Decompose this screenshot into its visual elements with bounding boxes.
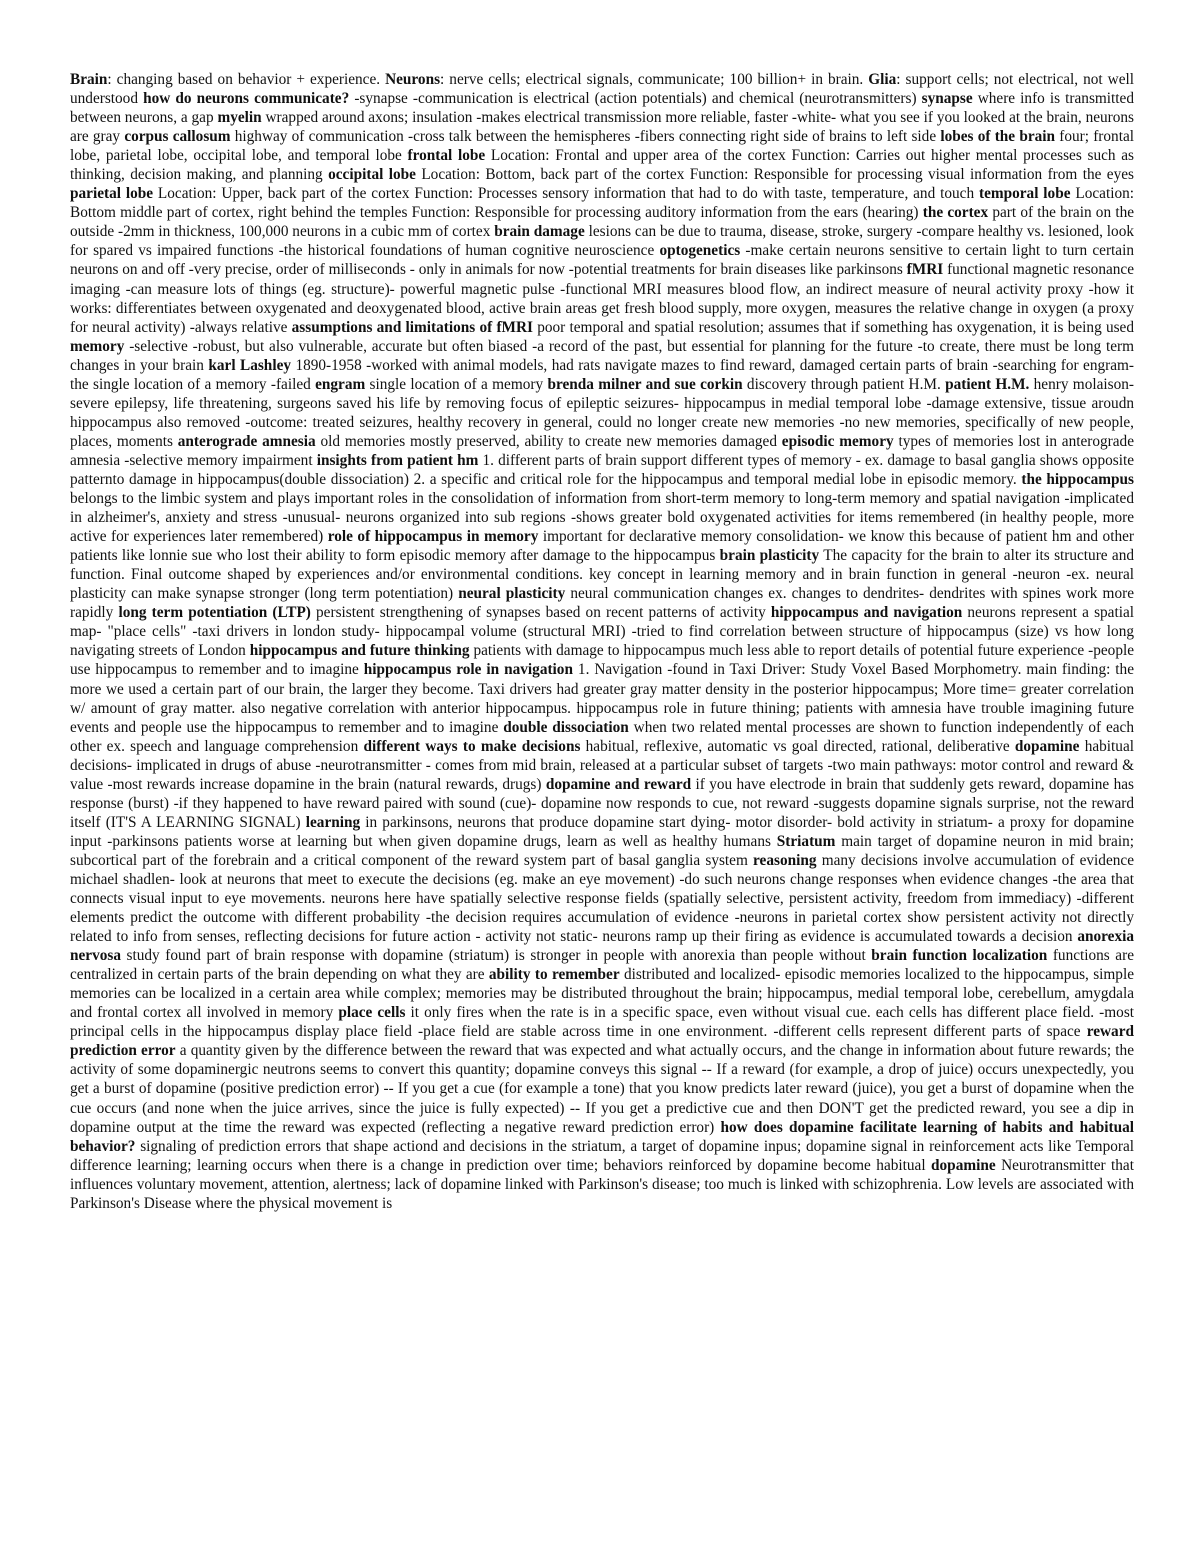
definition: -selective -robust, but also vulnerable, accurate but often biased -a record of the past, but essential for planning for the future -to create, there must be long term changes in your brain: [70, 337, 1134, 374]
term: brain function localization: [871, 947, 1048, 965]
definition: where info is transmitted between neurons, a gap: [70, 90, 1134, 127]
term: brain damage: [494, 223, 585, 241]
term: myelin: [217, 109, 262, 127]
term: hippocampus and navigation: [770, 604, 963, 622]
definition: : nerve cells; electrical signals, communicate; 100 billion+ in brain.: [440, 71, 869, 88]
term: anterograde amnesia: [177, 432, 316, 450]
term: assumptions and limitations of fMRI: [291, 318, 533, 336]
definition: The capacity for the brain to alter its structure and function. Final outcome shaped by experiences and/or environmental conditions. key concept in learning memory and in brain function in general -neuron -ex. neural plasticity can make synapse stronger (long term potentiation): [70, 547, 1134, 603]
definition: Location: Upper, back part of the cortex Function: Processes sensory information that had to do with taste, temperature, and touch: [153, 185, 979, 203]
definition: neural communication changes ex. changes to dendrites- dendrites with spines work more rapidly: [70, 585, 1134, 622]
term: reasoning: [753, 851, 817, 869]
term: optogenetics: [659, 242, 741, 260]
definition: -synapse -communication is electrical (action potentials) and chemical (neurotransmitters): [349, 90, 922, 108]
definition: signaling of prediction errors that shape actiond and decisions in the striatum, a target of dopamine inpus; dopamine signal in reinforcement acts like Temporal difference learning; learning occurs when there is a change in prediction over time; behaviors reinforced by dopamine become habitual: [70, 1137, 1134, 1174]
term: memory: [70, 337, 125, 355]
definition: belongs to the limbic system and plays important roles in the consolidation of information from short-term memory to long-term memory and spatial navigation -implicated in alzheimer's, anxiety and stress -unusual- neurons organized into sub regions -shows greater bold oxygenated activities for items remembered (in healthy people, more active for experiences later remembered): [70, 490, 1134, 546]
definition: in parkinsons, neurons that produce dopamine start dying- motor disorder- bold activity in striatum- a proxy for dopamine input -parkinsons patients worse at learning but when given dopamine drugs, learn as well as healthy humans: [70, 813, 1134, 850]
definition: lesions can be due to trauma, disease, stroke, surgery -compare healthy vs. lesioned, look for spared vs impaired functions -the historical foundations of human cognitive neuroscience: [70, 223, 1134, 260]
document-page: [70, 70, 1134, 1540]
definition: patients with damage to hippocampus much less able to report details of potential future experience -people use hippocampus to remember and to imagine: [70, 642, 1134, 679]
definition: : support cells; not electrical, not well understood: [70, 71, 1134, 108]
term: different ways to make decisions: [363, 737, 581, 755]
definition: habitual, reflexive, automatic vs goal directed, rational, deliberative: [580, 737, 1015, 755]
term: parietal lobe: [70, 185, 154, 203]
term: temporal lobe: [978, 185, 1071, 203]
term: episodic memory: [781, 432, 894, 450]
definition: henry molaison- severe epilepsy, life threatening, surgeons saved his life by removing focus of epileptic seizures- hippocampus in medial temporal lobe -damage extensive, tissue aroudn hippocampus also removed -outcome: treated seizures, healthy recovery in general, could no longer create new memories -no new memories, specifically of new people, places, moments: [70, 375, 1134, 450]
term: anorexia nervosa: [70, 928, 1134, 965]
definition: when two related mental processes are shown to function independently of each other ex. speech and language comprehension: [70, 718, 1134, 755]
definition: Neurotransmitter that influences voluntary movement, attention, alertness; lack of dopamine linked with Parkinson's disease; too much is linked with schizophrenia. Low levels are associated with Parkinson's Disease where the physical movement is: [70, 1156, 1134, 1212]
term: brain plasticity: [719, 547, 820, 565]
definition: poor temporal and spatial resolution; assumes that if something has oxygenation, it is being used: [533, 318, 1134, 336]
definition: : changing based on behavior + experience.: [107, 71, 386, 88]
term: lobes of the brain: [940, 128, 1056, 146]
term: patient H.M.: [945, 375, 1030, 393]
definition: persistent strengthening of synapses based on recent patterns of activity: [310, 604, 771, 622]
term: engram: [315, 375, 366, 393]
term: Brain: [70, 71, 108, 88]
definition: 1890-1958 -worked with animal models, had rats navigate mazes to find reward, damaged certain parts of brain -searching for engram- the single location of a memory -failed: [70, 356, 1134, 393]
definition: discovery through patient H.M.: [742, 375, 946, 393]
term: long term potentiation (LTP): [118, 604, 311, 622]
definition: wrapped around axons; insulation -makes electrical transmission more reliable, faster -white- what you see if you looked at the brain, neurons are gray: [70, 109, 1134, 146]
term: the cortex: [922, 204, 989, 222]
definition: Location: Bottom, back part of the cortex Function: Responsible for processing visual information from the eyes: [415, 166, 1134, 184]
term: Striatum: [776, 832, 836, 850]
definition: old memories mostly preserved, ability to create new memories damaged: [315, 432, 782, 450]
term: hippocampus and future thinking: [249, 642, 470, 660]
term: place cells: [338, 1004, 406, 1022]
term: fMRI: [906, 261, 944, 279]
definition: 1. different parts of brain support different types of memory - ex. damage to basal ganglia shows opposite patternto damage in hippocampus(double dissociation) 2. a specific and critical role for the hippocampus and temporal medial lobe in episodic memory.: [70, 451, 1134, 488]
definition: single location of a memory: [365, 375, 548, 393]
term: reward prediction error: [70, 1023, 1134, 1060]
term: how do neurons communicate?: [143, 90, 350, 108]
definition: four; frontal lobe, parietal lobe, occipital lobe, and temporal lobe: [70, 128, 1134, 165]
term: synapse: [921, 90, 973, 108]
definition: many decisions involve accumulation of evidence michael shadlen- look at neurons that meet to execute the decisions (eg. make an eye movement) -do such neurons change responses when evidence changes -the area that connects visual input to eye movements. neurons here have spatially selective response fields (spatially selective, persistent activity, freedom from immediacy) -different elements predict the outcome with different probability -the decision requires accumulation of evidence -neurons in parietal cortex show persistent activity not directly related to info from senses, reflecting decisions for future action - activity not static- neurons ramp up their firing as evidence is accumulated towards a decision: [70, 851, 1134, 946]
definition: part of the brain on the outside -2mm in thickness, 100,000 neurons in a cubic mm of cortex: [70, 204, 1134, 241]
term: hippocampus role in navigation: [363, 661, 573, 679]
term: neural plasticity: [458, 585, 566, 603]
definition: important for declarative memory consolidation- we know this because of patient hm and other patients like lonnie sue who lost their ability to form episodic memory after damage to the hippocampus: [70, 528, 1134, 565]
term: dopamine: [1014, 737, 1080, 755]
definition: functional magnetic resonance imaging -can measure lots of things (eg. structure)- powerful magnetic pulse -functional MRI measures blood flow, an indirect measure of neural activity proxy -how it works: differentiates between oxygenated and deoxygenated blood, active brain areas get fresh blood supply, more oxygen, measures the relative change in oxygen (a proxy for neural activity) -always relative: [70, 261, 1134, 336]
definition: it only fires when the rate is in a specific space, even without visual cue. each cells has different place field. -most principal cells in the hippocampus display place field -place field are stable across time in one environment. -different cells represent different parts of space: [70, 1004, 1134, 1041]
definition: 1. Navigation -found in Taxi Driver: Study Voxel Based Morphometry. main finding: the more we used a certain part of our brain, the larger they become. Taxi drivers had greater gray matter density in the posterior hippocampus; More time= greater correlation w/ amount of gray matter. also negative correlation with anterior hippocampus. hippocampus role in future thining; patients with amnesia have trouble imagining future events and people use the hippocampus to remember and to imagine: [70, 661, 1134, 736]
definition: functions are centralized in certain parts of the brain depending on what they are: [70, 947, 1134, 984]
definition: study found part of brain response with dopamine (striatum) is stronger in people with anorexia than people without: [121, 947, 872, 965]
term: how does dopamine facilitate learning of habits and habitual behavior?: [70, 1118, 1134, 1155]
term: Glia: [868, 71, 897, 88]
definition: a quantity given by the difference between the reward that was expected and what actually occurs, and the change in information about future rewards; the activity of some dopaminergic neutrons seems to convert this quantity; dopamine conveys this signal -- If a reward (for example, a drop of juice) occurs unexpectedly, you get a burst of dopamine (positive prediction error) -- If you get a cue (for example a tone) that you know predicts later reward (juice), you get a burst of dopamine when the cue occurs (and none when the juice arrives, since the juice is fully expected) -- If you get a predictive cue and then DON'T get the predicted reward, you see a dip in dopamine output at the time the reward was expected (reflecting a negative reward prediction error): [70, 1042, 1134, 1136]
definition: main target of dopamine neuron in mid brain; subcortical part of the forebrain and a critical component of the reward system part of basal ganglia system: [70, 832, 1134, 869]
definition: habitual decisions- implicated in drugs of abuse -neurotransmitter - comes from mid brain, released at a particular subset of targets -two main pathways: motor control and reward & value -most rewards increase dopamine in the brain (natural rewards, drugs): [70, 737, 1134, 793]
term: karl Lashley: [208, 356, 292, 374]
term: double dissociation: [503, 718, 629, 736]
term: occipital lobe: [328, 166, 416, 184]
definition: distributed and localized- episodic memories localized to the hippocampus, simple memories can be localized in a certain area while complex; memories may be distributed throughout the brain; hippocampus, medial temporal lobe, cerebellum, amygdala and frontal cortex all involved in memory: [70, 966, 1134, 1022]
term: insights from patient hm: [316, 451, 479, 469]
term: role of hippocampus in memory: [327, 528, 539, 546]
term: dopamine: [931, 1156, 996, 1174]
term: frontal lobe: [407, 147, 486, 165]
definition: Location: Frontal and upper area of the cortex Function: Carries out higher mental processes such as thinking, decision making, and planning: [70, 147, 1134, 184]
definition: if you have electrode in brain that suddenly gets reward, dopamine has response (burst) -if they happened to have reward paired with sound (cue)- dopamine now responds to cue, not reward -suggests dopamine signals surprise, not the reward itself (IT'S A LEARNING SIGNAL): [70, 775, 1134, 831]
definition: types of memories lost in anterograde amnesia -selective memory impairment: [70, 432, 1134, 469]
term: ability to remember: [488, 966, 620, 984]
definition: highway of communication -cross talk between the hemispheres -fibers connecting right side of brains to left side: [230, 128, 941, 146]
definition: Location: Bottom middle part of cortex, right behind the temples Function: Responsible for processing auditory information from the ears (hearing): [70, 185, 1134, 222]
term: learning: [305, 813, 361, 831]
term: dopamine and reward: [545, 775, 692, 793]
definition: neurons represent a spatial map- "place cells" -taxi drivers in london study- hippocampal volume (structural MRI) -tried to find correlation between structure of hippocampus (size) vs how long navigating streets of London: [70, 604, 1134, 660]
term: brenda milner and sue corkin: [547, 375, 743, 393]
term: Neurons: [385, 71, 441, 88]
term: the hippocampus: [1021, 470, 1134, 488]
term: corpus callosum: [124, 128, 231, 146]
definition: -make certain neurons sensitive to certain light to turn certain neurons on and off -very precise, order of milliseconds - only in animals for now -potential treatments for brain diseases like parkinsons: [70, 242, 1134, 279]
